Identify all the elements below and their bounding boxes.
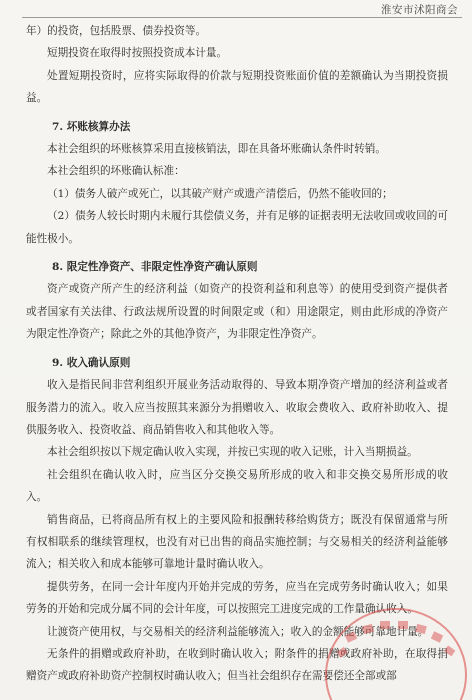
- org-name: 淮安市沭阳商会: [381, 4, 458, 16]
- paragraph: 提供劳务，在同一会计年度内开始并完成的劳务，应当在完成劳务时确认收入；如果劳务的开始和完成分属不同的会计年度，可以按照完工进度完成的工作量确认收入。: [26, 580, 448, 616]
- section-heading-9: 9. 收入确认原则: [52, 356, 131, 369]
- section-heading-7: 7. 坏账核算办法: [52, 120, 131, 133]
- paragraph: 无条件的捐赠或政府补助，在收到时确认收入；附条件的捐赠或政府补助，在取得捐赠资产或政府补助资产控制权时确认收入；但当社会组织存在需要偿还全部或部: [26, 647, 448, 683]
- paragraph: 资产或资产所产生的经济利益（如资产的投资利益和利息等）的使用受到资产提供者或者国家有关法律、行政法规所设置的时间限定或（和）用途限定，则由此形成的净资产为限定性净资产；除此之外的其他净资产，为非限定性净资产。: [26, 283, 448, 341]
- paragraph: 社会组织在确认收入时，应当区分交换交易所形成的收入和非交换交易所形成的收入。: [26, 468, 448, 504]
- header-rule: [22, 17, 462, 18]
- paragraph: 短期投资在取得时按照投资成本计量。: [47, 47, 228, 60]
- paragraph: 处置短期投资时，应将实际取得的价款与短期投资账面价值的差额确认为当期投资损益。: [26, 69, 448, 105]
- document-body: [26, 20, 448, 688]
- paragraph: 本社会组织的坏账确认标准：: [47, 165, 185, 178]
- paragraph: 销售商品，已将商品所有权上的主要风险和报酬转移给购货方；既没有保留通常与所有权相联系的继续管理权，也没有对已出售的商品实施控制；与交易相关的经济利益能够流入；相关收入和成本能够可靠地计量时确认收入。: [26, 513, 448, 571]
- paragraph: 本社会组织的坏账核算采用直接核销法，即在具备坏账确认条件时转销。: [47, 143, 386, 156]
- paragraph: 收入是指民间非营利组织开展业务活动取得的、导致本期净资产增加的经济利益或者服务潜力的流入。收入应当按照其来源分为捐赠收入、收取会费收入、政府补助收入、提供服务收入、投资收益、商品销售收入和其他收入等。: [26, 379, 448, 436]
- list-item: （2）债务人较长时期内未履行其偿债义务，并有足够的证据表明无法收回或收回的可能性极小。: [26, 210, 448, 245]
- paragraph: 本社会组织按以下规定确认收入实现，并按已实现的收入记账，计入当期损益。: [47, 446, 418, 459]
- page-header: [0, 0, 472, 20]
- paragraph: 让渡资产使用权，与交易相关的经济利益能够流入；收入的金额能够可靠地计量。: [47, 625, 429, 638]
- section-heading-8: 8. 限定性净资产、非限定性净资产确认原则: [52, 261, 258, 274]
- paragraph: 年）的投资，包括股票、债券投资等。: [26, 25, 207, 37]
- list-item: （1）债务人破产或死亡，以其破产财产或遗产清偿后，仍然不能收回的；: [47, 187, 393, 200]
